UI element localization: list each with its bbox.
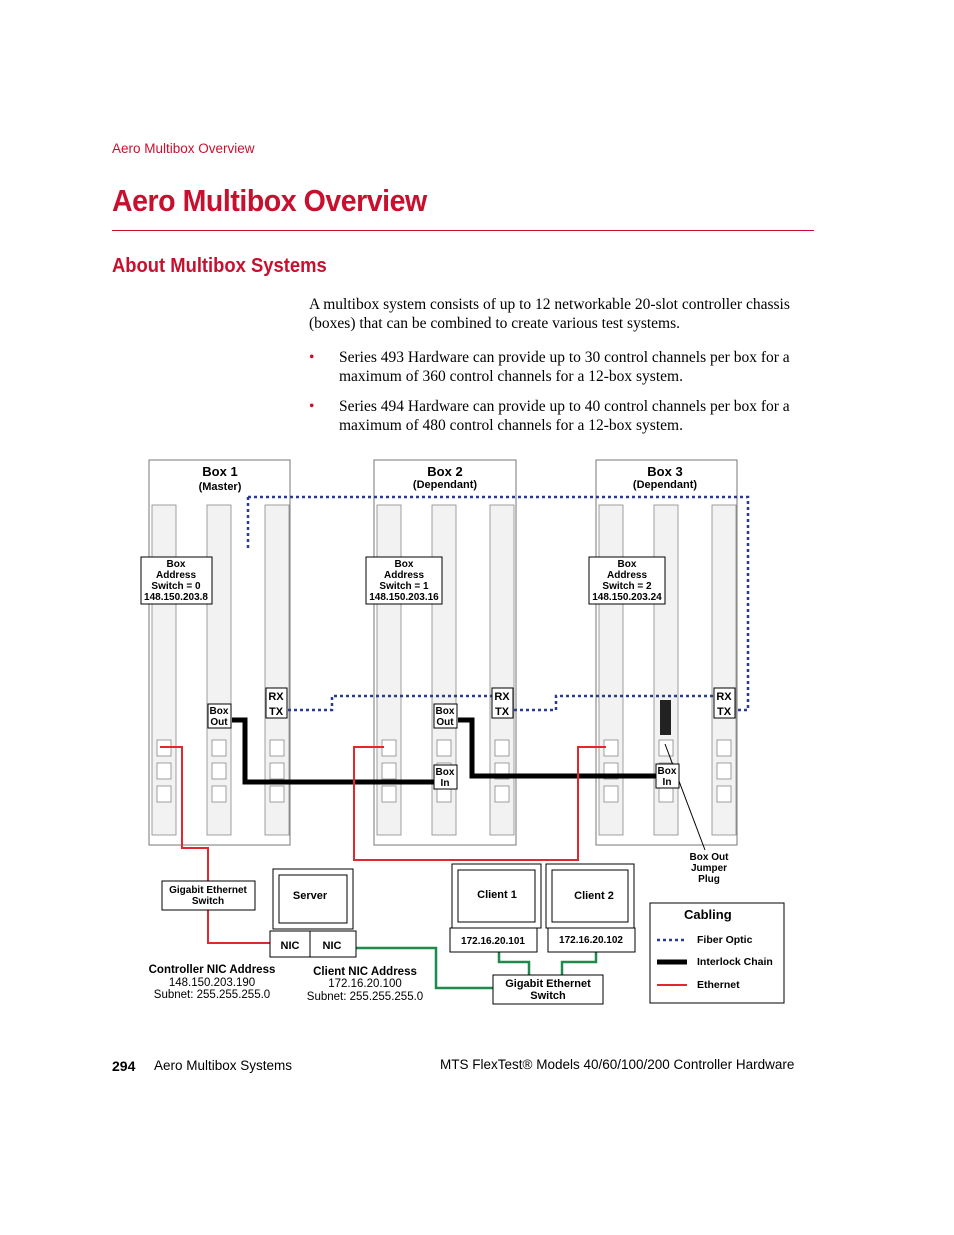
section-heading: About Multibox Systems — [112, 255, 327, 277]
port — [604, 740, 618, 756]
svg-text:172.16.20.101: 172.16.20.101 — [461, 936, 525, 947]
port — [270, 740, 284, 756]
box-role: (Dependant) — [632, 479, 698, 491]
jumper-plug — [660, 700, 671, 735]
bullet-marker: • — [309, 349, 315, 366]
port — [212, 763, 226, 779]
svg-text:Box: Box — [166, 559, 186, 570]
legend-interlock: Interlock Chain — [697, 956, 773, 968]
box-title: Box 1 — [202, 464, 238, 479]
svg-text:Server: Server — [292, 890, 328, 902]
svg-text:Switch: Switch — [530, 990, 566, 1002]
legend-ethernet: Ethernet — [697, 979, 740, 991]
client-nic-title: Client NIC Address — [313, 966, 417, 978]
port — [382, 786, 396, 802]
box-out-label: Out — [436, 717, 454, 728]
rx-label: RX — [494, 691, 510, 703]
rx-label: RX — [716, 691, 732, 703]
jumper-label: Box Out — [689, 852, 729, 863]
bullet-text: Series 493 Hardware can provide up to 30 control channels per box for a maximum of 360 control channels for a 12-box system. — [339, 349, 790, 385]
svg-text:Box: Box — [617, 559, 637, 570]
intro-paragraph: A multibox system consists of up to 12 networkable 20-slot controller chassis (boxes) that can be combined to create various test systems. — [309, 296, 790, 332]
bullet-text: Series 494 Hardware can provide up to 40 control channels per box for a maximum of 480 control channels for a 12-box system. — [339, 398, 790, 434]
tx-label: TX — [268, 706, 284, 718]
box-in-label: In — [662, 777, 672, 788]
port — [604, 786, 618, 802]
port — [495, 786, 509, 802]
tx-label: TX — [716, 706, 732, 718]
card-slot — [207, 505, 231, 835]
svg-text:Client 2: Client 2 — [574, 890, 614, 902]
page-title: Aero Multibox Overview — [112, 183, 427, 218]
port — [270, 786, 284, 802]
svg-text:Gigabit Ethernet: Gigabit Ethernet — [169, 885, 247, 896]
port — [495, 740, 509, 756]
port — [382, 740, 396, 756]
address-label-box-3 — [589, 557, 665, 604]
port — [212, 786, 226, 802]
port — [717, 786, 731, 802]
svg-text:148.150.203.24: 148.150.203.24 — [592, 592, 662, 603]
gigabit-switch-2 — [493, 975, 603, 1004]
box-out-label: Box — [209, 706, 229, 717]
client-1-monitor — [450, 864, 541, 952]
box-out-label: Box — [435, 706, 455, 717]
box-in-label: Box — [435, 767, 455, 778]
box-out-label: Out — [210, 717, 228, 728]
footer-doc-title: MTS FlexTest® Models 40/60/100/200 Controller Hardware — [440, 1057, 795, 1072]
address-label-box-2 — [366, 557, 442, 604]
card-slot — [599, 505, 623, 835]
port — [157, 763, 171, 779]
nic-label: NIC — [280, 940, 300, 952]
tx-label: TX — [494, 706, 510, 718]
gigabit-switch-1 — [162, 881, 255, 910]
card-slot — [377, 505, 401, 835]
breadcrumb: Aero Multibox Overview — [112, 141, 255, 156]
card-slot — [712, 505, 736, 835]
card-slot — [490, 505, 514, 835]
controller-nic-ip: 148.150.203.190 — [168, 977, 256, 989]
legend-fiber: Fiber Optic — [697, 934, 753, 946]
box-in-label: Box — [657, 766, 677, 777]
controller-nic-title: Controller NIC Address — [148, 964, 276, 976]
footer-section: Aero Multibox Systems — [154, 1058, 293, 1073]
port — [437, 740, 451, 756]
svg-text:Switch = 2: Switch = 2 — [602, 581, 652, 592]
port — [157, 786, 171, 802]
svg-text:148.150.203.16: 148.150.203.16 — [369, 592, 439, 603]
svg-text:Gigabit Ethernet: Gigabit Ethernet — [505, 978, 591, 990]
card-slot — [265, 505, 289, 835]
svg-text:Client 1: Client 1 — [477, 889, 517, 901]
box-role: (Dependant) — [412, 479, 478, 491]
svg-text:Switch = 0: Switch = 0 — [151, 581, 201, 592]
box-role: (Master) — [198, 481, 242, 493]
box-title: Box 2 — [427, 464, 463, 479]
controller-nic-subnet: Subnet: 255.255.255.0 — [153, 989, 271, 1001]
server-monitor — [270, 869, 356, 957]
port — [717, 763, 731, 779]
port — [382, 763, 396, 779]
port — [212, 740, 226, 756]
svg-text:Switch = 1: Switch = 1 — [379, 581, 429, 592]
svg-text:148.150.203.8: 148.150.203.8 — [144, 592, 208, 603]
svg-text:Address: Address — [383, 570, 425, 581]
nic-label: NIC — [322, 940, 342, 952]
bullet-marker: • — [309, 398, 315, 415]
port — [270, 763, 284, 779]
jumper-label: Plug — [698, 874, 720, 885]
svg-text:172.16.20.102: 172.16.20.102 — [559, 935, 623, 946]
jumper-label: Jumper — [690, 863, 728, 874]
box-in-label: In — [440, 778, 450, 789]
svg-text:Switch: Switch — [191, 896, 225, 907]
client-2-monitor — [546, 864, 635, 952]
svg-text:Box: Box — [394, 559, 414, 570]
client-nic-subnet: Subnet: 255.255.255.0 — [306, 991, 424, 1003]
port — [717, 740, 731, 756]
svg-text:Address: Address — [155, 570, 197, 581]
box-title: Box 3 — [647, 464, 683, 479]
cabling-legend — [650, 903, 784, 1003]
rx-label: RX — [268, 691, 284, 703]
card-slot — [152, 505, 176, 835]
legend-title: Cabling — [684, 907, 732, 922]
svg-text:Address: Address — [606, 570, 648, 581]
page-number: 294 — [112, 1058, 136, 1074]
client-nic-ip: 172.16.20.100 — [328, 978, 402, 990]
address-label-box-1 — [141, 557, 212, 604]
